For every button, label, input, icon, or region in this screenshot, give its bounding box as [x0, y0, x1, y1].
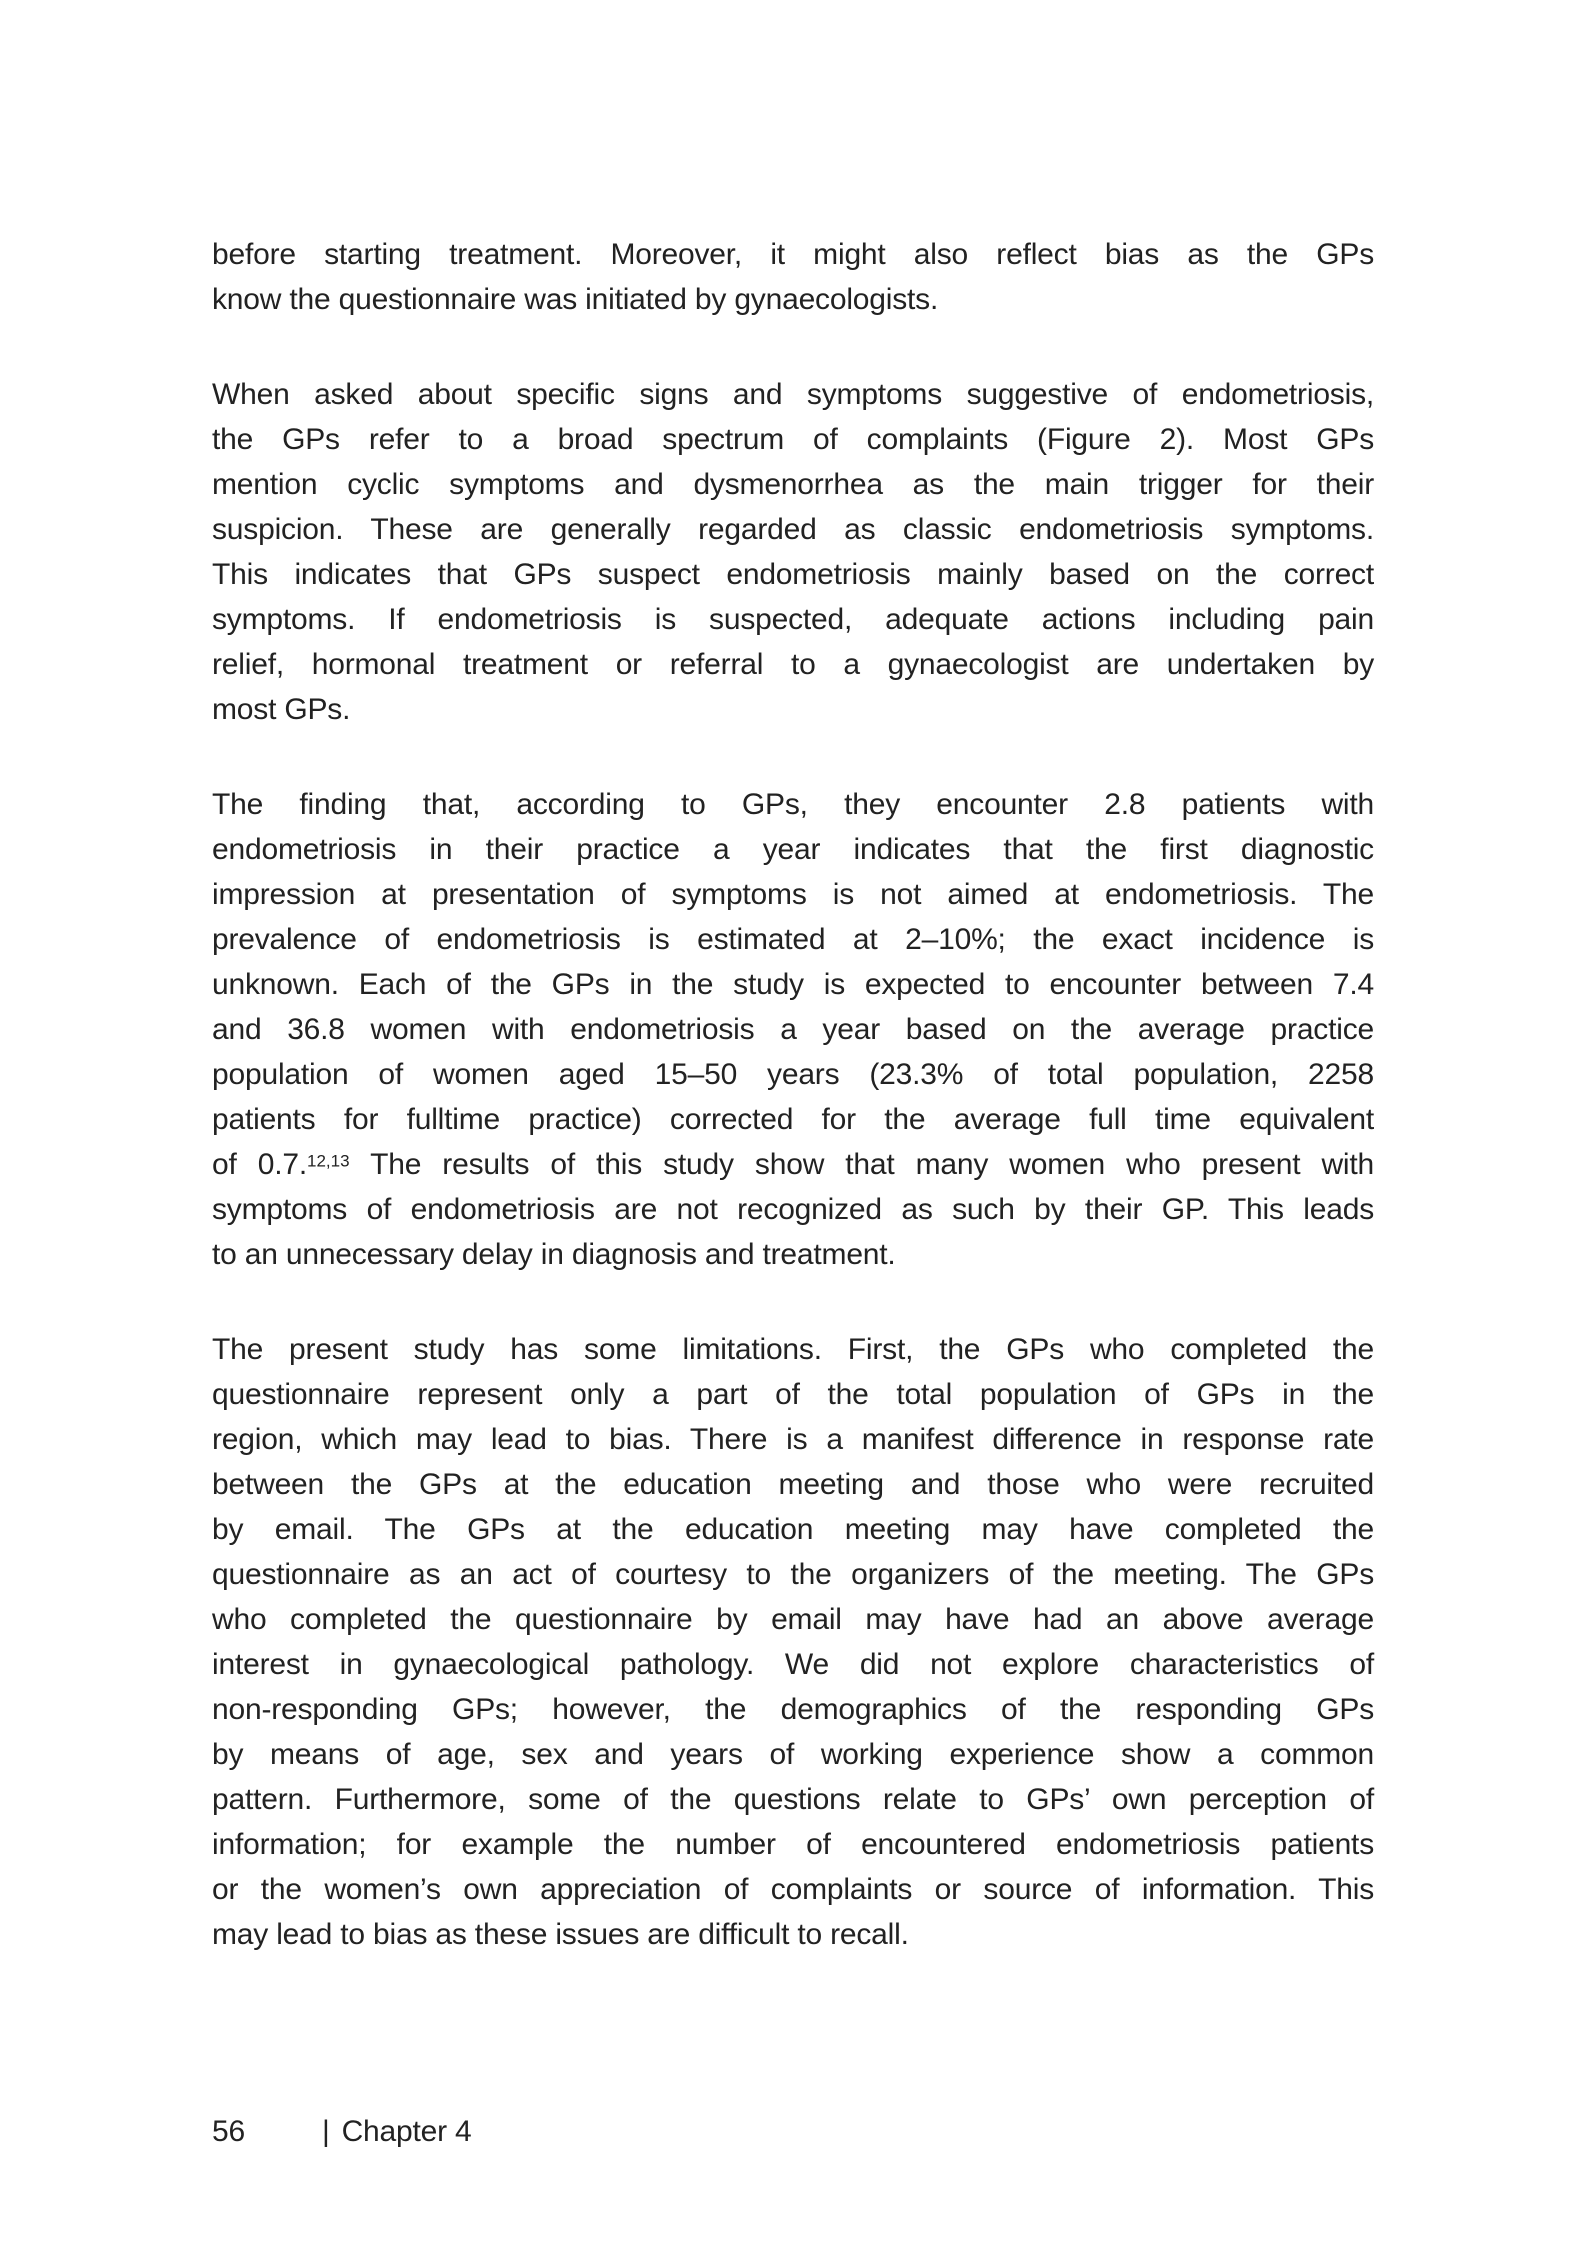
text-line: interest in gynaecological pathology. We did not explore characteristics of	[212, 1648, 1374, 1681]
text-line: endometriosis in their practice a year indicates that the first diagnostic	[212, 833, 1374, 866]
paragraph-limitations	[212, 1327, 1374, 1957]
text-line: relief, hormonal treatment or referral to a gynaecologist are undertaken by	[212, 648, 1374, 681]
text-line: region, which may lead to bias. There is a manifest difference in response rate	[212, 1423, 1374, 1456]
text-line: This indicates that GPs suspect endometriosis mainly based on the correct	[212, 558, 1374, 591]
text-line: non-responding GPs; however, the demographics of the responding GPs	[212, 1693, 1374, 1726]
page-footer	[212, 2109, 472, 2154]
citation-line-after: The results of this study show that many women who present with	[349, 1148, 1375, 1181]
text-line: may lead to bias as these issues are difficult to recall.	[212, 1918, 909, 1951]
text-line: by means of age, sex and years of working experience show a common	[212, 1738, 1374, 1771]
text-line: and 36.8 women with endometriosis a year based on the average practice	[212, 1013, 1374, 1046]
text-line: questionnaire represent only a part of the total population of GPs in the	[212, 1378, 1374, 1411]
text-line: patients for fulltime practice) corrected for the average full time equivalent	[212, 1103, 1374, 1136]
paragraph-prevalence	[212, 782, 1374, 1277]
text-line: population of women aged 15–50 years (23.3% of total population, 2258	[212, 1058, 1374, 1091]
paragraph-bias	[212, 232, 1374, 322]
citation-superscript: 12,13	[306, 1151, 350, 1171]
text-line: before starting treatment. Moreover, it might also reflect bias as the GPs	[212, 238, 1374, 271]
text-line: the GPs refer to a broad spectrum of complaints (Figure 2). Most GPs	[212, 423, 1374, 456]
text-line: The present study has some limitations. First, the GPs who completed the	[212, 1333, 1374, 1366]
text-line: impression at presentation of symptoms is not aimed at endometriosis. The	[212, 878, 1374, 911]
text-line: between the GPs at the education meeting and those who were recruited	[212, 1468, 1374, 1501]
text-line: prevalence of endometriosis is estimated at 2–10%; the exact incidence is	[212, 923, 1374, 956]
text-line: questionnaire as an act of courtesy to the organizers of the meeting. The GPs	[212, 1558, 1374, 1591]
text-line: by email. The GPs at the education meeting may have completed the	[212, 1513, 1374, 1546]
text-line: know the questionnaire was initiated by gynaecologists.	[212, 283, 939, 316]
page-number: 56	[212, 2115, 245, 2148]
text-line: or the women’s own appreciation of complaints or source of information. This	[212, 1873, 1374, 1906]
body-text-column	[212, 232, 1374, 1957]
paragraph-signs-symptoms	[212, 372, 1374, 732]
text-line: most GPs.	[212, 693, 351, 726]
text-line: When asked about specific signs and symptoms suggestive of endometriosis,	[212, 378, 1374, 411]
text-line: information; for example the number of encountered endometriosis patients	[212, 1828, 1374, 1861]
text-line: pattern. Furthermore, some of the questions relate to GPs’ own perception of	[212, 1783, 1374, 1816]
citation-line-before: of 0.7.	[212, 1148, 307, 1181]
text-line: to an unnecessary delay in diagnosis and treatment.	[212, 1238, 896, 1271]
footer-separator: |	[322, 2115, 330, 2148]
text-line: suspicion. These are generally regarded as classic endometriosis symptoms.	[212, 513, 1374, 546]
text-line-with-citation	[212, 1142, 1374, 1187]
text-line: who completed the questionnaire by email may have had an above average	[212, 1603, 1374, 1636]
text-line: unknown. Each of the GPs in the study is expected to encounter between 7.4	[212, 968, 1374, 1001]
text-line: The finding that, according to GPs, they encounter 2.8 patients with	[212, 788, 1374, 821]
text-line: mention cyclic symptoms and dysmenorrhea as the main trigger for their	[212, 468, 1374, 501]
chapter-label: Chapter 4	[341, 2115, 472, 2148]
text-line: symptoms of endometriosis are not recognized as such by their GP. This leads	[212, 1193, 1374, 1226]
text-line: symptoms. If endometriosis is suspected, adequate actions including pain	[212, 603, 1374, 636]
